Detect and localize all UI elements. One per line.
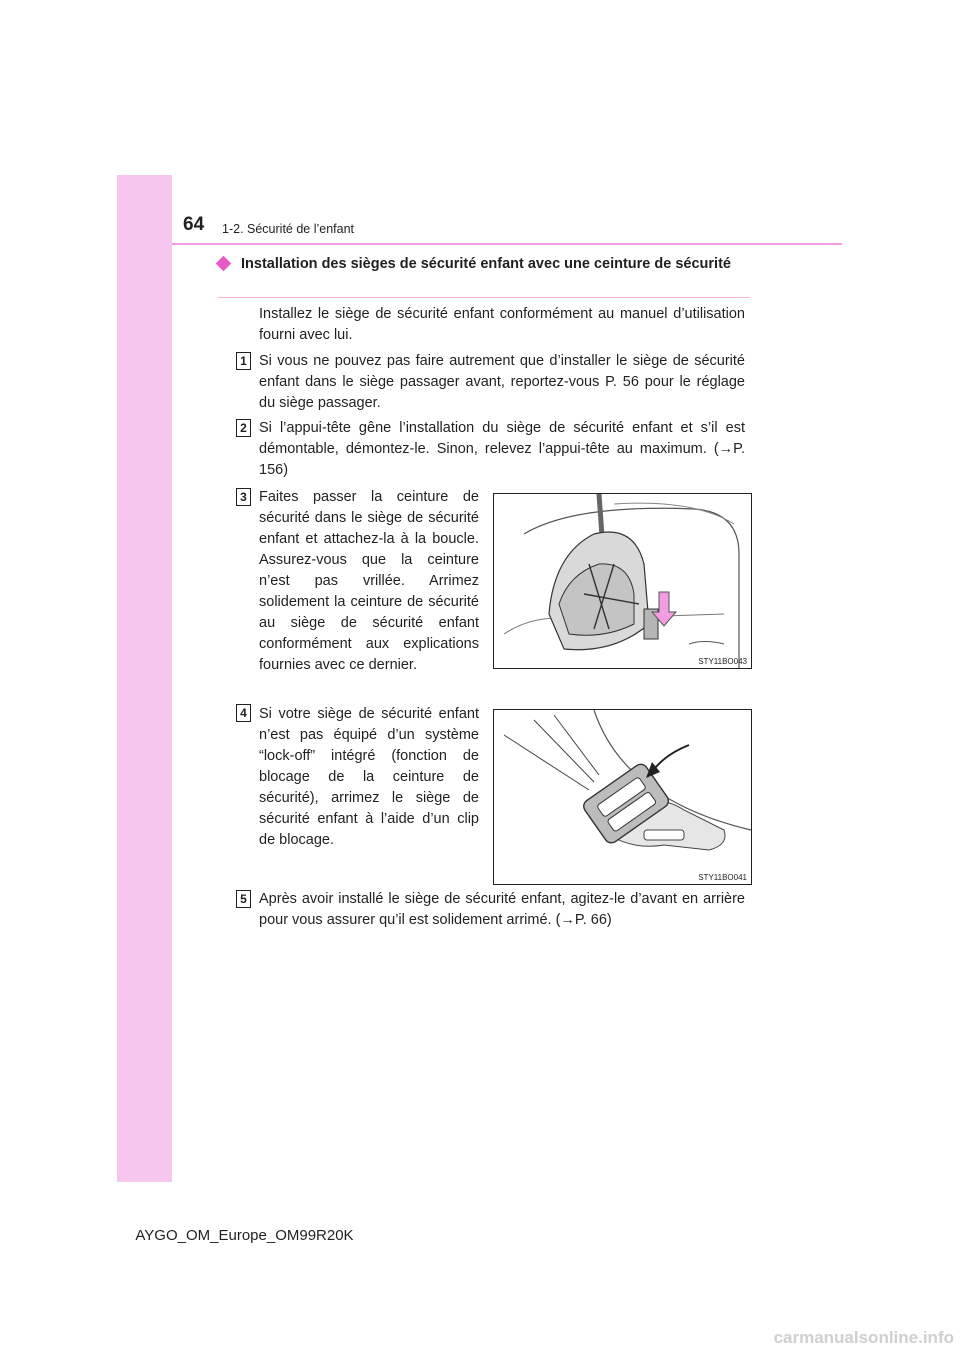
watermark: carmanualsonline.info: [773, 1328, 954, 1347]
diamond-bullet-icon: [216, 256, 232, 272]
page-number: 64: [183, 214, 205, 235]
locking-clip-drawing: [494, 710, 751, 884]
intro-text: Installez le siège de sécurité enfant conformément au manuel d’utilisation fourni avec lui.: [259, 306, 745, 343]
section-heading: [218, 252, 750, 276]
header-rule: [172, 243, 842, 245]
step-number-2: 2: [236, 419, 251, 437]
step-number-5: 5: [236, 890, 251, 908]
illustration-code: STY11BO041: [698, 873, 747, 882]
step-number-3: 3: [236, 488, 251, 506]
step-number-4: 4: [236, 704, 251, 722]
section-heading-text: Installation des sièges de sécurité enfant avec une ceinture de sécurité: [241, 256, 731, 272]
step-text-3: Faites passer la ceinture de sécurité dans le siège de sécurité enfant et attachez-la à la boucle. Assurez-vous que la ceinture n’est pas vrillée. Arrimez solidement la ceinture de sécurité au siège de sécurité enfant conformément aux explications fournies avec ce dernier.: [259, 489, 479, 673]
step-text-5: Après avoir installé le siège de sécurité enfant, agitez-le d’avant en arrière pour vous assurer qu’il est solidement arrimé. (→P. 66): [259, 891, 745, 928]
sidebar-tab: [117, 175, 172, 1182]
footer-document-code: AYGO_OM_Europe_OM99R20K: [135, 1227, 354, 1244]
step-number-1: 1: [236, 352, 251, 370]
step-text-2: Si l’appui-tête gêne l’installation du siège de sécurité enfant et s’il est démontable, démontez-le. Sinon, relevez l’appui-tête au maximum. (→P. 156): [259, 420, 745, 478]
running-header: 1-2. Sécurité de l’enfant: [222, 222, 355, 236]
heading-rule: [218, 297, 750, 298]
step-text-4: Si votre siège de sécurité enfant n’est pas équipé d’un système “lock-off” intégré (fonction de blocage de la ceinture de sécurité), arrimez le siège de sécurité enfant à l’aide d’un clip de blocage.: [259, 706, 479, 848]
locking-clip-illustration: [493, 709, 752, 885]
step-text-1: Si vous ne pouvez pas faire autrement que d’installer le siège de sécurité enfant dans le siège passager avant, reportez-vous P. 56 pour le réglage du siège passager.: [259, 353, 745, 411]
child-seat-drawing: [494, 494, 751, 668]
illustration-code: STY11BO043: [698, 657, 747, 666]
child-seat-illustration: [493, 493, 752, 669]
